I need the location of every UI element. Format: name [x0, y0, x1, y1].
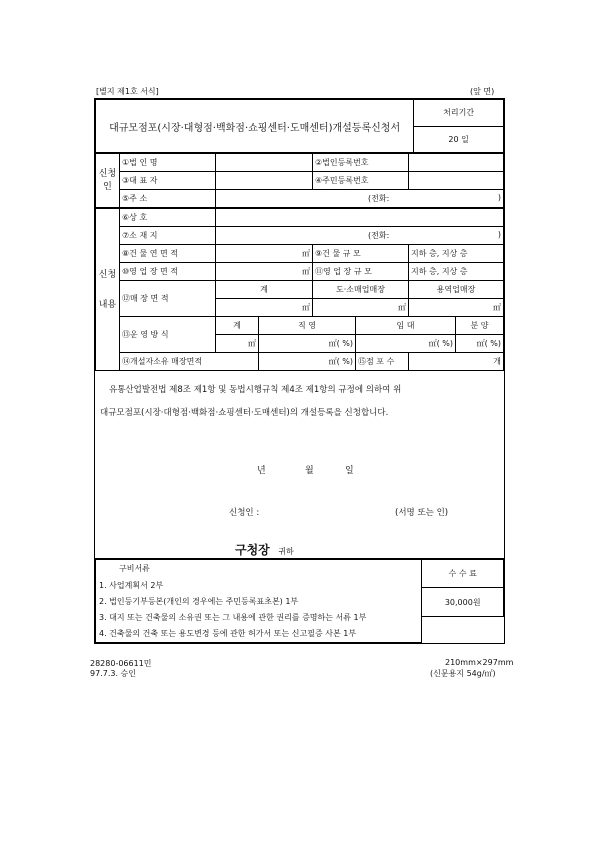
address-phone-label: (전화:: [368, 194, 390, 203]
paper-size: 210mm×297mm: [445, 658, 514, 667]
operation-label: ⑬운 영 방 식: [120, 317, 216, 353]
sales-total-field[interactable]: ㎡: [216, 299, 313, 317]
form-number: [별지 제1호 서식]: [96, 87, 159, 96]
recipient-name: 구청장: [235, 543, 270, 557]
applicant-table: [95, 153, 504, 208]
form-code: 28280-06611민: [90, 659, 152, 668]
paper-type: (신문용지 54g/㎡): [430, 669, 496, 678]
document-item: 2. 법인등기부등본(개인의 경우에는 주민등록표초본) 1부: [99, 597, 299, 606]
operation-sale-header: 분 양: [456, 317, 504, 335]
documents-heading: 구비서류: [119, 564, 150, 573]
representative-label: ③대 표 자: [120, 172, 216, 190]
statement-line-1: 유통산업발전법 제8조 제1항 및 동법시행규칙 제4조 제1항의 규정에 의하여 위: [109, 385, 402, 395]
resident-no-field[interactable]: [409, 172, 504, 190]
corp-name-field[interactable]: [216, 154, 313, 172]
operation-total-field[interactable]: ㎡: [216, 335, 259, 353]
business-scale-field[interactable]: 지하 층, 지상 층: [409, 263, 504, 281]
owner-area-field[interactable]: ㎡( %): [259, 353, 356, 371]
corp-reg-no-field[interactable]: [409, 154, 504, 172]
document-item: 4. 건축물의 건축 또는 용도변경 등에 관한 허가서 또는 신고필증 사본 1부: [99, 629, 357, 638]
title-table: [95, 99, 504, 153]
floor-area-field[interactable]: ㎡: [216, 245, 313, 263]
approval-date: 97.7.3. 승인: [90, 669, 136, 678]
sales-total-header: 계: [216, 281, 313, 299]
processing-period-value: 20 일: [414, 126, 504, 153]
fee-value: 30,000원: [422, 588, 504, 616]
sales-service-field[interactable]: ㎡: [409, 299, 504, 317]
building-scale-label: ⑨건 물 규 모: [313, 245, 409, 263]
sales-service-header: 용역업매장: [409, 281, 504, 299]
trade-name-field[interactable]: [216, 209, 504, 227]
content-table: [95, 208, 504, 371]
corp-name-label: ①법 인 명: [120, 154, 216, 172]
floor-area-label: ⑧건 물 연 면 적: [120, 245, 216, 263]
date-month: 월: [305, 466, 314, 476]
signature-hint: (서명 또는 인): [395, 508, 449, 518]
sales-retail-field[interactable]: ㎡: [313, 299, 409, 317]
form-title: 대규모점포(시장·대형점·백화점·쇼핑센터·도매센터)개설등록신청서: [96, 100, 414, 153]
operation-direct-field[interactable]: ㎡( %): [259, 335, 356, 353]
sales-area-label: ⑫매 장 면 적: [120, 281, 216, 317]
resident-no-label: ④주민등록번호: [313, 172, 409, 190]
date-year: 년: [257, 466, 266, 476]
address-field[interactable]: [216, 190, 504, 208]
business-area-label: ⑩영 업 장 면 적: [120, 263, 216, 281]
processing-period-label: 처리기간: [414, 100, 504, 127]
documents-table: [95, 559, 504, 643]
operation-total-header: 계: [216, 317, 259, 335]
documents-list: [96, 560, 422, 643]
representative-field[interactable]: [216, 172, 313, 190]
address-phone-close: ): [497, 193, 501, 202]
statement-section: [95, 371, 504, 559]
signature-label: 신청인 :: [229, 508, 260, 518]
location-phone-close: ): [497, 230, 501, 239]
corp-reg-no-label: ②법인등록번호: [313, 154, 409, 172]
location-field[interactable]: [216, 227, 504, 245]
recipient: [235, 541, 294, 558]
shop-count-field[interactable]: 개: [409, 353, 504, 371]
address-label: ⑤주 소: [120, 190, 216, 208]
content-side-label: 신청내용: [96, 209, 120, 371]
operation-lease-header: 임 대: [356, 317, 456, 335]
operation-direct-header: 직 영: [259, 317, 356, 335]
shop-count-label: ⑮점 포 수: [356, 353, 409, 371]
business-area-field[interactable]: ㎡: [216, 263, 313, 281]
owner-area-label: ⑭개설자소유 매장면적: [120, 353, 259, 371]
business-scale-label: ⑪영 업 장 규 모: [313, 263, 409, 281]
statement-line-2: 대규모점포(시장·대형점·백화점·쇼핑센터·도매센터)의 개설등록을 신청합니다.: [100, 408, 389, 418]
document-item: 3. 대지 또는 건축물의 소유권 또는 그 내용에 관한 권리를 증명하는 서류 1부: [99, 613, 367, 622]
document-item: 1. 사업계획서 2부: [99, 581, 164, 590]
sales-retail-header: 도·소매업매장: [313, 281, 409, 299]
operation-sale-field[interactable]: ㎡( %): [456, 335, 504, 353]
page-side-label: (앞 면): [470, 87, 495, 96]
building-scale-field[interactable]: 지하 층, 지상 층: [409, 245, 504, 263]
registration-form: [94, 98, 505, 644]
location-label: ⑦소 재 지: [120, 227, 216, 245]
operation-lease-field[interactable]: ㎡( %): [356, 335, 456, 353]
trade-name-label: ⑥상 호: [120, 209, 216, 227]
recipient-suffix: 귀하: [278, 547, 294, 556]
date-day: 일: [345, 466, 354, 476]
fee-label: 수 수 료: [422, 560, 504, 588]
applicant-side-label: 신청인: [96, 154, 120, 208]
location-phone-label: (전화:: [368, 231, 390, 240]
